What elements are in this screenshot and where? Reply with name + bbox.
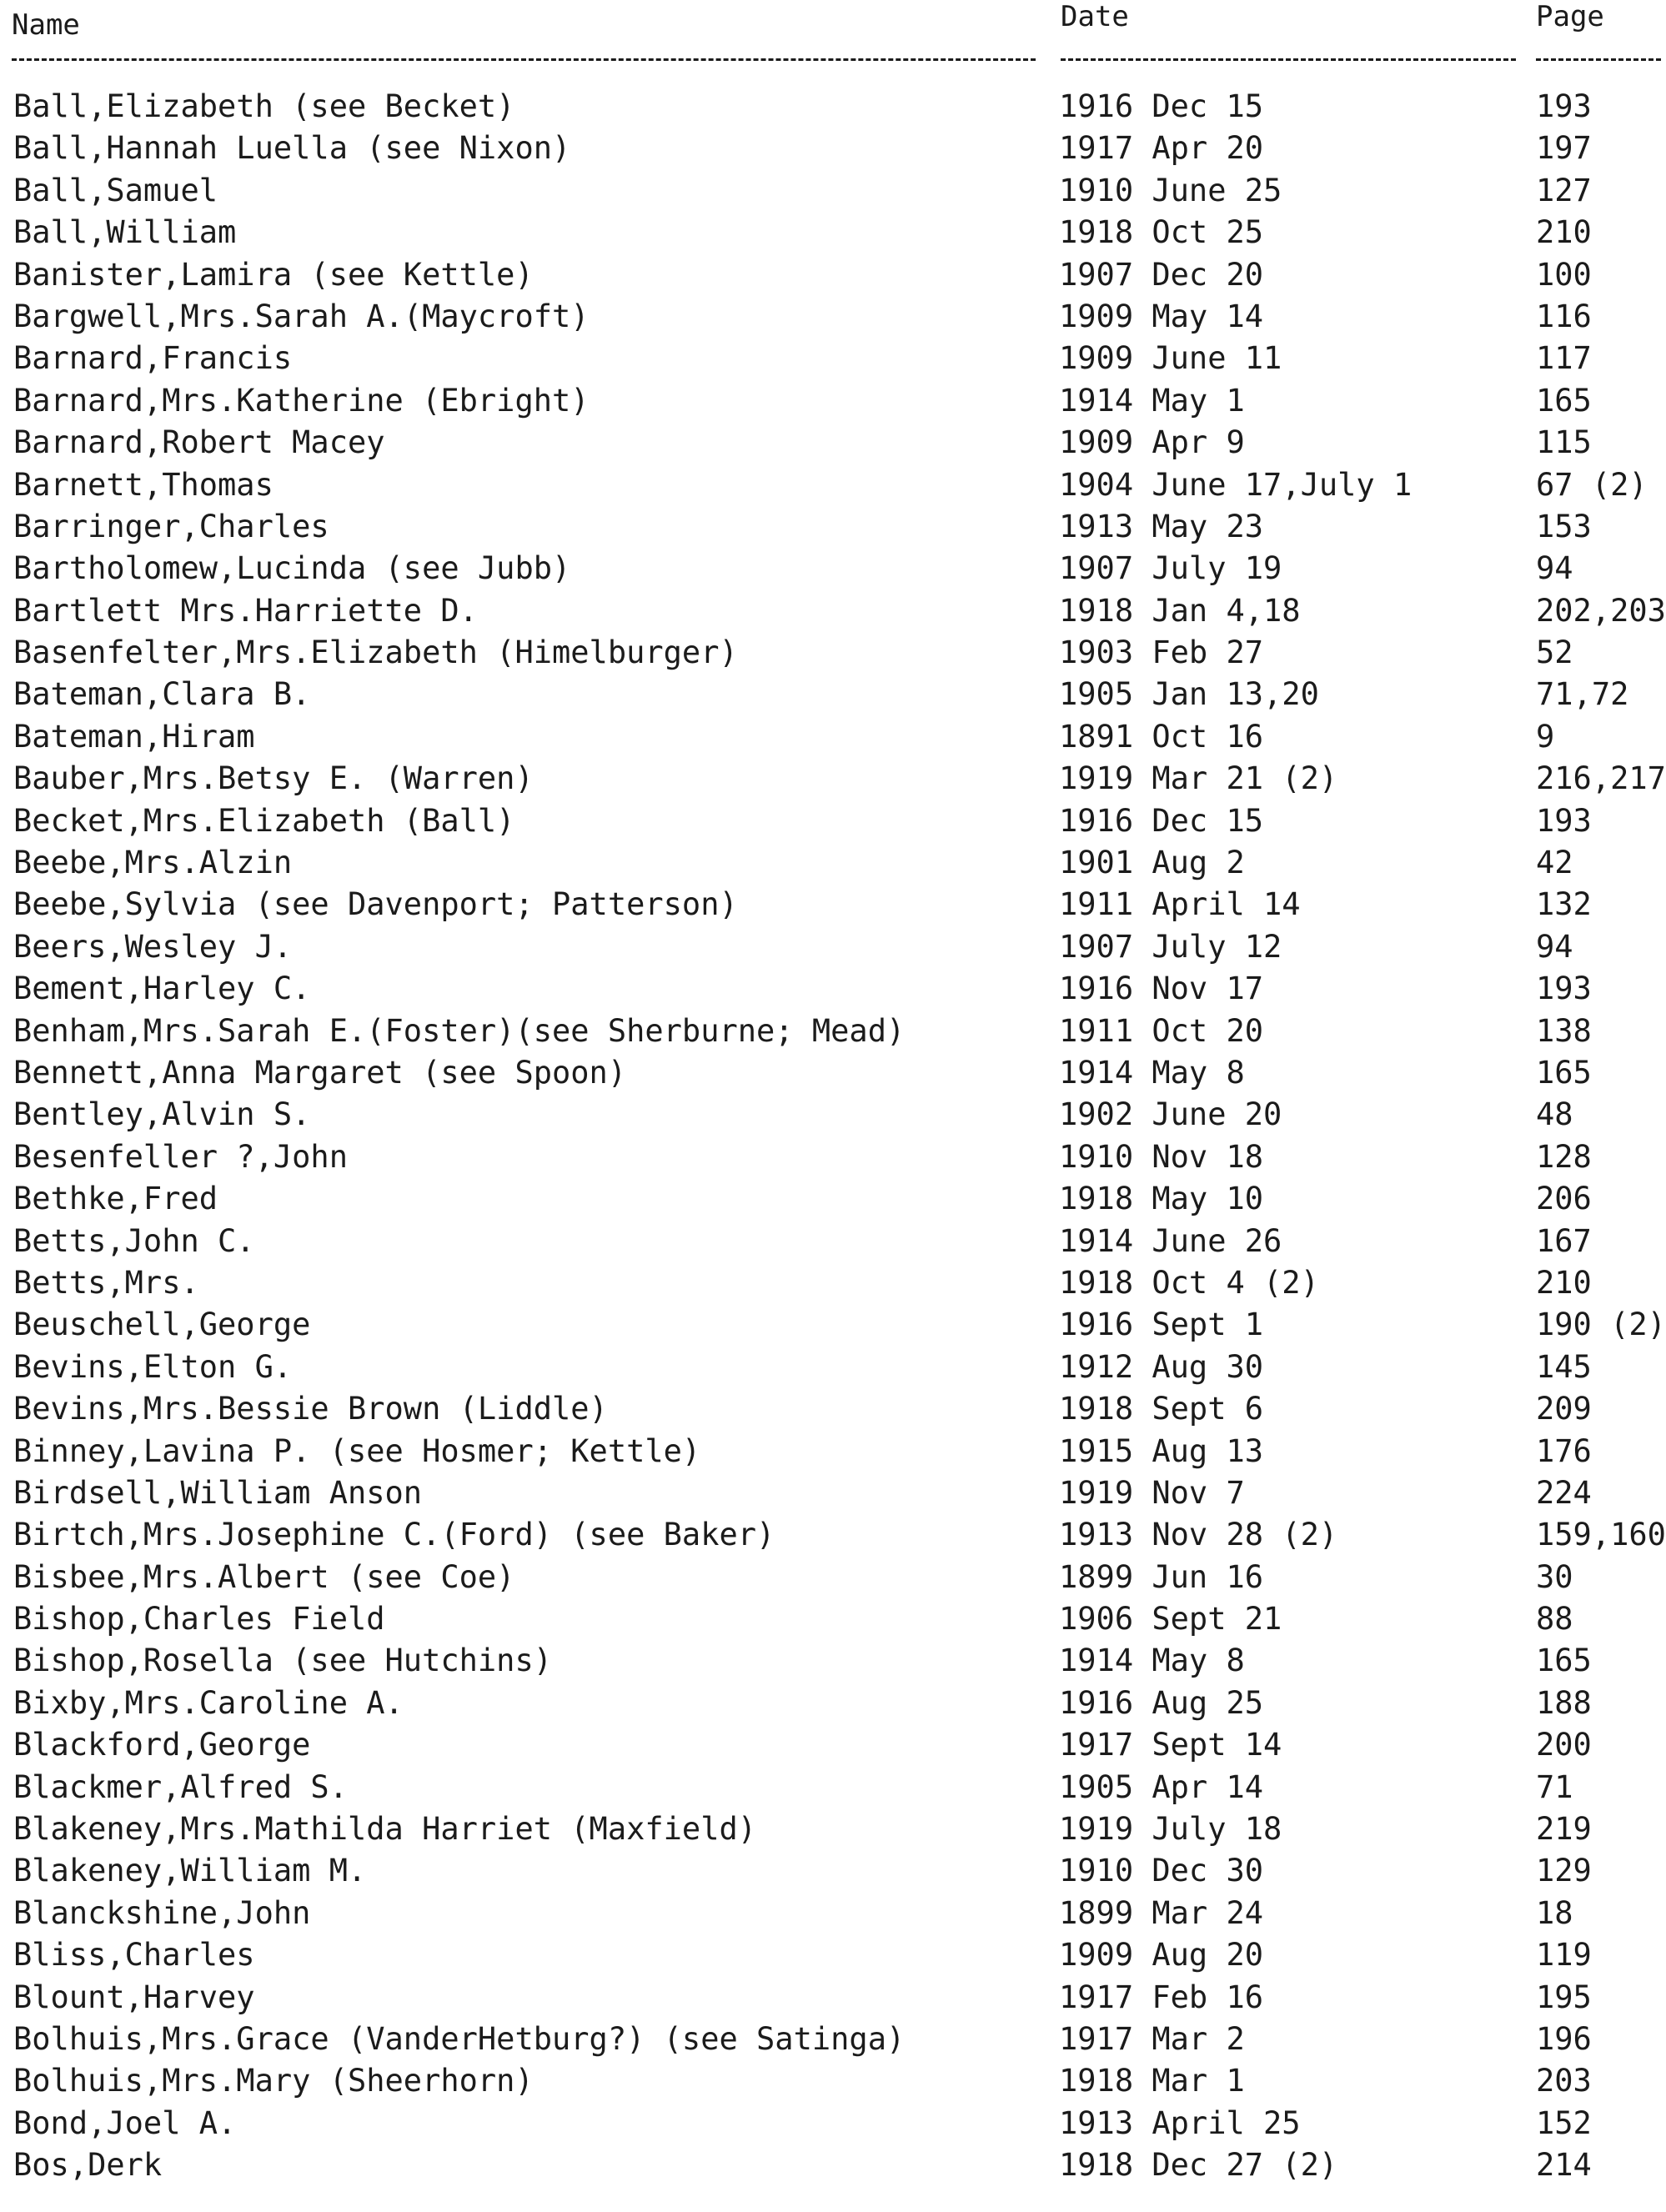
index-entry-row <box>0 2019 1666 2060</box>
entry-date: 1907 July 12 <box>1059 928 1282 965</box>
index-entry-row <box>0 2103 1666 2144</box>
entry-page: 210 <box>1536 1264 1592 1301</box>
entry-page: 71,72 <box>1536 676 1629 713</box>
index-entry-row <box>0 464 1666 506</box>
entry-date: 1915 Aug 13 <box>1059 1432 1264 1469</box>
entry-name: Blackmer,Alfred S. <box>13 1768 348 1805</box>
index-entry-row <box>0 2144 1666 2186</box>
entry-name: Bartholomew,Lucinda (see Jubb) <box>13 550 571 587</box>
entry-page: 88 <box>1536 1601 1573 1638</box>
entry-page: 52 <box>1536 635 1573 671</box>
entry-date: 1899 Mar 24 <box>1059 1894 1264 1931</box>
entry-page: 193 <box>1536 971 1592 1007</box>
entry-name: Bement,Harley C. <box>13 971 311 1007</box>
index-entry-row <box>0 1893 1666 1934</box>
entry-page: 119 <box>1536 1937 1592 1974</box>
index-entry-row <box>0 170 1666 212</box>
entry-date: 1912 Aug 30 <box>1059 1348 1264 1385</box>
index-entry-row <box>0 926 1666 968</box>
entry-name: Beebe,Mrs.Alzin <box>13 845 293 881</box>
entry-date: 1916 Aug 25 <box>1059 1684 1264 1721</box>
index-entry-row <box>0 884 1666 925</box>
entry-date: 1919 Nov 7 <box>1059 1474 1245 1511</box>
entry-page: 214 <box>1536 2147 1592 2184</box>
entry-date: 1902 June 20 <box>1059 1096 1282 1133</box>
index-entry-row <box>0 1136 1666 1178</box>
entry-page: 94 <box>1536 928 1573 965</box>
entry-name: Binney,Lavina P. (see Hosmer; Kettle) <box>13 1432 701 1469</box>
entry-name: Basenfelter,Mrs.Elizabeth (Himelburger) <box>13 635 738 671</box>
index-entry-row <box>0 1347 1666 1388</box>
entry-name: Bateman,Hiram <box>13 718 255 755</box>
entry-name: Ball,William <box>13 214 237 251</box>
entry-page: 127 <box>1536 172 1592 208</box>
entry-page: 100 <box>1536 256 1592 293</box>
index-entry-row <box>0 716 1666 758</box>
index-entry-row <box>0 758 1666 800</box>
entry-date: 1906 Sept 21 <box>1059 1601 1282 1638</box>
index-entry-row <box>0 1640 1666 1682</box>
index-entry-row <box>0 1683 1666 1724</box>
index-entry-row <box>0 1094 1666 1136</box>
entry-date: 1916 Nov 17 <box>1059 971 1264 1007</box>
entry-date: 1917 Apr 20 <box>1059 130 1264 167</box>
entry-page: 209 <box>1536 1391 1592 1427</box>
entry-date: 1916 Sept 1 <box>1059 1307 1264 1343</box>
index-entry-row <box>0 1514 1666 1556</box>
entry-date: 1917 Feb 16 <box>1059 1979 1264 2015</box>
name-column-header: Name <box>12 8 80 42</box>
entry-name: Bargwell,Mrs.Sarah A.(Maycroft) <box>13 298 590 334</box>
entry-name: Ball,Samuel <box>13 172 218 208</box>
entry-page: 145 <box>1536 1348 1592 1385</box>
index-entry-row <box>0 1011 1666 1052</box>
entry-name: Bevins,Mrs.Bessie Brown (Liddle) <box>13 1391 608 1427</box>
entry-name: Barringer,Charles <box>13 508 329 544</box>
entry-date: 1909 June 11 <box>1059 340 1282 377</box>
entry-page: 200 <box>1536 1727 1592 1763</box>
page-header-rule <box>1536 58 1661 61</box>
entry-page: 195 <box>1536 1979 1592 2015</box>
index-entry-row <box>0 1598 1666 1640</box>
index-entry-row <box>0 1808 1666 1850</box>
entry-name: Bentley,Alvin S. <box>13 1096 311 1133</box>
entry-page: 42 <box>1536 845 1573 881</box>
entry-name: Beuschell,George <box>13 1307 311 1343</box>
entry-page: 48 <box>1536 1096 1573 1133</box>
entry-name: Bevins,Elton G. <box>13 1348 293 1385</box>
entry-date: 1914 May 8 <box>1059 1054 1245 1091</box>
entry-page: 167 <box>1536 1222 1592 1259</box>
entry-date: 1901 Aug 2 <box>1059 845 1245 881</box>
entry-date: 1913 April 25 <box>1059 2104 1301 2141</box>
entry-page: 153 <box>1536 508 1592 544</box>
entry-name: Barnett,Thomas <box>13 466 273 503</box>
entry-page: 128 <box>1536 1138 1592 1175</box>
index-entry-row <box>0 506 1666 548</box>
index-entry-row <box>0 1431 1666 1472</box>
entry-page: 9 <box>1536 718 1555 755</box>
index-entry-row <box>0 1977 1666 2019</box>
entry-name: Bethke,Fred <box>13 1181 218 1217</box>
index-entry-row <box>0 968 1666 1010</box>
index-entry-row <box>0 800 1666 842</box>
entry-date: 1891 Oct 16 <box>1059 718 1264 755</box>
entry-name: Blackford,George <box>13 1727 311 1763</box>
index-entry-row <box>0 1304 1666 1346</box>
entry-date: 1903 Feb 27 <box>1059 635 1264 671</box>
page-column-header: Page <box>1536 0 1604 33</box>
entry-date: 1916 Dec 15 <box>1059 802 1264 839</box>
entry-page: 67 (2) <box>1536 466 1648 503</box>
entry-date: 1911 April 14 <box>1059 886 1301 923</box>
entry-name: Besenfeller ?,John <box>13 1138 348 1175</box>
entry-name: Blakeney,Mrs.Mathilda Harriet (Maxfield) <box>13 1811 757 1848</box>
entry-name: Bennett,Anna Margaret (see Spoon) <box>13 1054 627 1091</box>
entry-name: Birtch,Mrs.Josephine C.(Ford) (see Baker) <box>13 1517 775 1553</box>
index-entry-row <box>0 590 1666 632</box>
entry-date: 1919 Mar 21 (2) <box>1059 760 1338 797</box>
entry-name: Becket,Mrs.Elizabeth (Ball) <box>13 802 515 839</box>
entry-date: 1907 July 19 <box>1059 550 1282 587</box>
index-entry-row <box>0 1724 1666 1766</box>
entry-date: 1909 May 14 <box>1059 298 1264 334</box>
entry-date: 1904 June 17,July 1 <box>1059 466 1413 503</box>
index-entry-row <box>0 632 1666 674</box>
entry-date: 1917 Sept 14 <box>1059 1727 1282 1763</box>
index-entry-row <box>0 842 1666 884</box>
entry-name: Bauber,Mrs.Betsy E. (Warren) <box>13 760 534 797</box>
index-entry-row <box>0 380 1666 422</box>
entry-page: 193 <box>1536 88 1592 124</box>
entry-date: 1910 Nov 18 <box>1059 1138 1264 1175</box>
entry-page: 216,217 <box>1536 760 1666 797</box>
entry-page: 138 <box>1536 1012 1592 1049</box>
entry-name: Bateman,Clara B. <box>13 676 311 713</box>
entry-name: Barnard,Robert Macey <box>13 424 385 461</box>
entry-name: Beebe,Sylvia (see Davenport; Patterson) <box>13 886 738 923</box>
entry-name: Bolhuis,Mrs.Grace (VanderHetburg?) (see Satinga) <box>13 2020 906 2057</box>
entry-date: 1918 Dec 27 (2) <box>1059 2147 1338 2184</box>
entry-page: 197 <box>1536 130 1592 167</box>
entry-date: 1909 Aug 20 <box>1059 1937 1264 1974</box>
index-entry-row <box>0 254 1666 296</box>
entry-page: 18 <box>1536 1894 1573 1931</box>
entry-date: 1919 July 18 <box>1059 1811 1282 1848</box>
entry-page: 152 <box>1536 2104 1592 2141</box>
entry-date: 1899 Jun 16 <box>1059 1558 1264 1595</box>
index-entry-row <box>0 1557 1666 1598</box>
entry-page: 94 <box>1536 550 1573 587</box>
entry-page: 190 (2) <box>1536 1307 1666 1343</box>
entry-name: Ball,Elizabeth (see Becket) <box>13 88 515 124</box>
entry-name: Bond,Joel A. <box>13 2104 237 2141</box>
entry-name: Banister,Lamira (see Kettle) <box>13 256 534 293</box>
index-entry-row <box>0 674 1666 715</box>
entry-date: 1905 Jan 13,20 <box>1059 676 1319 713</box>
entry-name: Bolhuis,Mrs.Mary (Sheerhorn) <box>13 2063 534 2099</box>
entry-date: 1916 Dec 15 <box>1059 88 1264 124</box>
entry-name: Blount,Harvey <box>13 1979 255 2015</box>
entry-page: 159,160 <box>1536 1517 1666 1553</box>
entry-date: 1918 May 10 <box>1059 1181 1264 1217</box>
index-entry-row <box>0 212 1666 253</box>
entry-page: 210 <box>1536 214 1592 251</box>
entry-page: 188 <box>1536 1684 1592 1721</box>
entry-name: Ball,Hannah Luella (see Nixon) <box>13 130 571 167</box>
entry-date: 1911 Oct 20 <box>1059 1012 1264 1049</box>
index-entry-row <box>0 1262 1666 1304</box>
entry-name: Bishop,Charles Field <box>13 1601 385 1638</box>
index-entry-row <box>0 1388 1666 1430</box>
index-entry-row <box>0 1767 1666 1808</box>
entry-date: 1905 Apr 14 <box>1059 1768 1264 1805</box>
entry-date: 1918 Mar 1 <box>1059 2063 1245 2099</box>
entry-page: 219 <box>1536 1811 1592 1848</box>
index-entry-row <box>0 1850 1666 1892</box>
index-entry-row <box>0 296 1666 338</box>
entry-name: Bisbee,Mrs.Albert (see Coe) <box>13 1558 515 1595</box>
entry-page: 116 <box>1536 298 1592 334</box>
index-entry-row <box>0 1934 1666 1976</box>
entry-name: Birdsell,William Anson <box>13 1474 423 1511</box>
entry-name: Barnard,Mrs.Katherine (Ebright) <box>13 382 590 419</box>
index-entry-row <box>0 1472 1666 1514</box>
entry-name: Bos,Derk <box>13 2147 163 2184</box>
entry-page: 71 <box>1536 1768 1573 1805</box>
entry-date: 1907 Dec 20 <box>1059 256 1264 293</box>
entry-page: 117 <box>1536 340 1592 377</box>
entry-date: 1918 Oct 25 <box>1059 214 1264 251</box>
entry-name: Blakeney,William M. <box>13 1853 367 1889</box>
entry-date: 1909 Apr 9 <box>1059 424 1245 461</box>
entry-date: 1917 Mar 2 <box>1059 2020 1245 2057</box>
index-entry-row <box>0 86 1666 128</box>
entry-date: 1910 Dec 30 <box>1059 1853 1264 1889</box>
entry-name: Blanckshine,John <box>13 1894 311 1931</box>
index-entry-row <box>0 1052 1666 1094</box>
entry-page: 30 <box>1536 1558 1573 1595</box>
entry-date: 1914 May 1 <box>1059 382 1245 419</box>
entry-page: 165 <box>1536 1054 1592 1091</box>
date-header-rule <box>1061 58 1516 61</box>
entry-page: 202,203 <box>1536 592 1666 629</box>
entry-name: Bliss,Charles <box>13 1937 255 1974</box>
entry-page: 224 <box>1536 1474 1592 1511</box>
entry-page: 132 <box>1536 886 1592 923</box>
entry-date: 1913 May 23 <box>1059 508 1264 544</box>
date-column-header: Date <box>1061 0 1129 33</box>
entry-page: 193 <box>1536 802 1592 839</box>
entry-name: Bishop,Rosella (see Hutchins) <box>13 1643 553 1679</box>
entry-date: 1918 Oct 4 (2) <box>1059 1264 1319 1301</box>
entry-page: 206 <box>1536 1181 1592 1217</box>
entry-name: Beers,Wesley J. <box>13 928 293 965</box>
index-entry-row <box>0 548 1666 589</box>
entry-page: 203 <box>1536 2063 1592 2099</box>
entry-name: Bartlett Mrs.Harriette D. <box>13 592 478 629</box>
entry-date: 1913 Nov 28 (2) <box>1059 1517 1338 1553</box>
entry-page: 165 <box>1536 382 1592 419</box>
name-header-rule <box>12 58 1036 61</box>
entry-page: 165 <box>1536 1643 1592 1679</box>
entry-date: 1914 June 26 <box>1059 1222 1282 1259</box>
entry-name: Benham,Mrs.Sarah E.(Foster)(see Sherburne; Mead) <box>13 1012 906 1049</box>
index-entries <box>0 86 1666 2187</box>
entry-page: 129 <box>1536 1853 1592 1889</box>
entry-date: 1918 Jan 4,18 <box>1059 592 1301 629</box>
entry-page: 176 <box>1536 1432 1592 1469</box>
entry-date: 1910 June 25 <box>1059 172 1282 208</box>
entry-name: Betts,Mrs. <box>13 1264 199 1301</box>
index-entry-row <box>0 1178 1666 1220</box>
index-entry-row <box>0 128 1666 169</box>
entry-page: 196 <box>1536 2020 1592 2057</box>
index-entry-row <box>0 1221 1666 1262</box>
entry-date: 1918 Sept 6 <box>1059 1391 1264 1427</box>
index-entry-row <box>0 2060 1666 2102</box>
entry-name: Betts,John C. <box>13 1222 255 1259</box>
entry-date: 1914 May 8 <box>1059 1643 1245 1679</box>
index-entry-row <box>0 422 1666 464</box>
index-entry-row <box>0 338 1666 379</box>
entry-name: Bixby,Mrs.Caroline A. <box>13 1684 404 1721</box>
entry-name: Barnard,Francis <box>13 340 293 377</box>
entry-page: 115 <box>1536 424 1592 461</box>
